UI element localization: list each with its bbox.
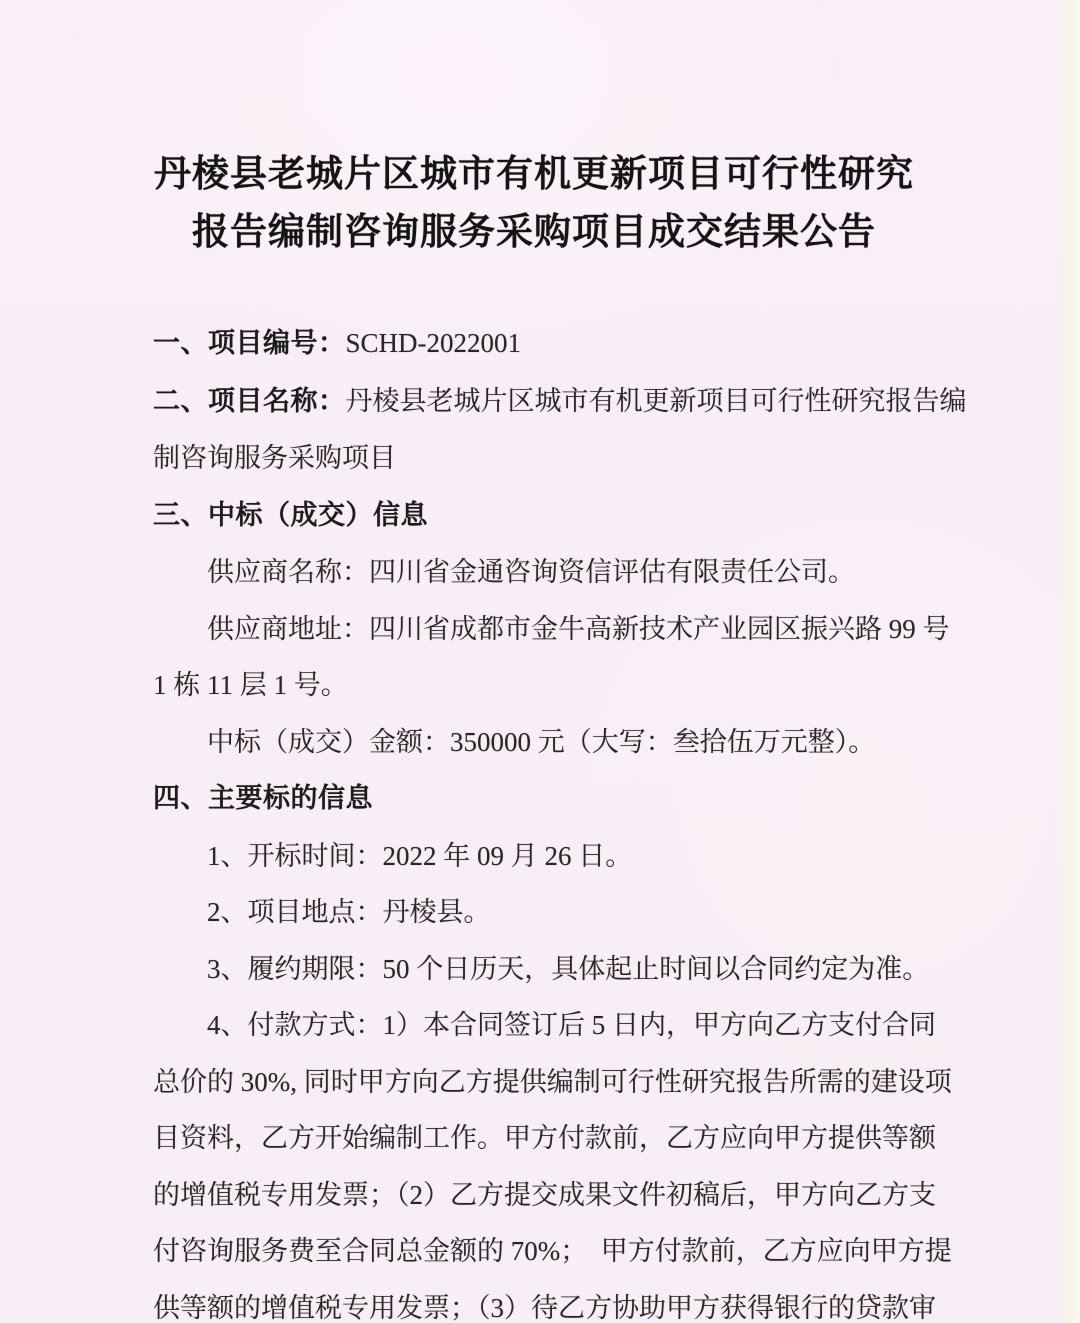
doc-line-payment-method: 4、付款方式：1）本合同签订后 5 日内，甲方向乙方支付合同 <box>207 1010 936 1040</box>
document-title <box>120 146 948 262</box>
doc-line-supplier-address-continued: 1 栋 11 层 1 号。 <box>153 670 348 700</box>
doc-line-project-name <box>153 373 967 431</box>
doc-line-payment-method-continued-1: 总价的 30%, 同时甲方向乙方提供编制可行性研究报告所需的建设项 <box>153 1066 952 1097</box>
doc-line-project-name-continued: 制咨询服务采购项目 <box>153 443 396 473</box>
document-title-line-2: 报告编制咨询服务采购项目成交结果公告 <box>192 212 876 253</box>
doc-line-payment-method-continued-2: 目资料，乙方开始编制工作。甲方付款前，乙方应向甲方提供等额 <box>153 1123 936 1153</box>
document-body <box>153 315 967 1323</box>
document-title-line-1: 丹棱县老城片区城市有机更新项目可行性研究 <box>154 154 914 195</box>
doc-line-payment-method-continued-5: 供等额的增值税专用发票；（3）待乙方协助甲方获得银行的贷款审 <box>153 1292 936 1323</box>
award-info-heading-label: 三、中标（成交）信息 <box>153 499 428 531</box>
doc-line-performance-period: 3、履约期限：50 个日历天，具体起止时间以合同约定为准。 <box>207 953 930 984</box>
doc-line-project-location: 2、项目地点：丹棱县。 <box>207 897 491 927</box>
doc-line-award-amount: 中标（成交）金额：350000 元（大写：叁拾伍万元整）。 <box>207 726 876 757</box>
doc-line-supplier-name: 供应商名称：四川省金通咨询资信评估有限责任公司。 <box>207 557 855 587</box>
doc-line-project-number <box>153 315 928 373</box>
doc-line-supplier-address: 供应商地址：四川省成都市金牛高新技术产业园区振兴路 99 号 <box>207 613 950 644</box>
doc-line-payment-method-continued-4: 付咨询服务费至合同总金额的 70%； 甲方付款前，乙方应向甲方提 <box>153 1236 952 1266</box>
subject-info-heading-label: 四、主要标的信息 <box>153 783 373 814</box>
project-name-value: 丹棱县老城片区城市有机更新项目可行性研究报告编 <box>345 385 967 416</box>
scan-edge-strip <box>1056 0 1080 1323</box>
project-number-label: 一、项目编号： <box>153 328 346 359</box>
doc-line-payment-method-continued-3: 的增值税专用发票；（2）乙方提交成果文件初稿后，甲方向乙方支 <box>153 1179 936 1210</box>
project-number-value: SCHD-2022001 <box>345 328 522 358</box>
project-name-label: 二、项目名称： <box>153 385 346 417</box>
doc-line-bid-opening-time: 1、开标时间：2022 年 09 月 26 日。 <box>207 840 633 871</box>
doc-line-subject-info-heading <box>153 770 928 828</box>
doc-line-award-info-heading <box>153 487 928 545</box>
